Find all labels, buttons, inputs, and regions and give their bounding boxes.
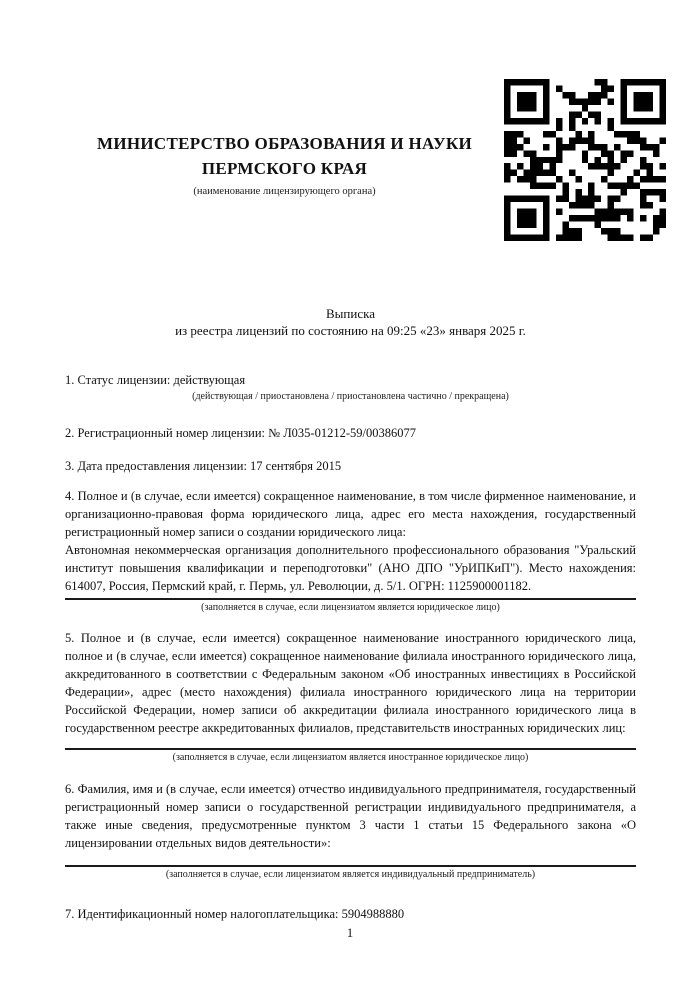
item6-question: 6. Фамилия, имя и (в случае, если имеется) отчество индивидуального предпринимателя, государственный регистрационный номер записи о государственной регистрации индивидуального предпринимателя, а также иные сведения, предусмотренные пунктом 3 части 1 статьи 15 Федерального закона «О лицензировании отдельных видов деятельности»: [65, 782, 636, 850]
item6-caption: (заполняется в случае, если лицензиатом является индивидуальный предприниматель) [165, 869, 536, 880]
document-subject [65, 305, 636, 339]
licensing-authority [65, 79, 504, 241]
item1-text: 1. Статус лицензии: действующая [65, 373, 246, 387]
item7-text: 7. Идентификационный номер налогоплательщика: 5904988880 [65, 907, 405, 921]
qr-code-svg [504, 79, 666, 241]
item2-text: 2. Регистрационный номер лицензии: № Л035-01212-59/00386077 [65, 426, 416, 440]
item5-caption: (заполняется в случае, если лицензиатом является иностранное юридическое лицо) [172, 752, 529, 763]
document-header [65, 79, 666, 241]
item3-text: 3. Дата предоставления лицензии: 17 сентября 2015 [65, 459, 342, 473]
item6-blank-answer [65, 852, 636, 862]
page-number: 1 [346, 926, 354, 940]
item4-answer: Автономная некоммерческая организация дополнительного профессионального образования "Уральский институт повышения квалификации и переподготовки" (АНО ДПО "УрИПКиП"). Место нахождения: 614007, Россия, Пермский край, г. Пермь, ул. Революции, д. 5/1. ОГРН: 1125900001182. [65, 543, 636, 593]
qr-code-icon [504, 79, 666, 241]
document-body [65, 305, 636, 923]
item-license-date [65, 457, 636, 475]
authority-caption: (наименование лицензирующего органа) [193, 186, 376, 197]
item5-blank-answer [65, 737, 636, 745]
fill-in-rule-legal-entity [65, 598, 636, 600]
fill-in-rule-foreign-entity [65, 748, 636, 750]
item-individual-entrepreneur [65, 780, 636, 881]
authority-name-line1: МИНИСТЕРСТВО ОБРАЗОВАНИЯ И НАУКИ [96, 134, 473, 153]
item-taxpayer-number [65, 905, 636, 923]
item1-caption: (действующая / приостановлена / приостановлена частично / прекращена) [192, 391, 509, 402]
item5-question: 5. Полное и (в случае, если имеется) сокращенное наименование иностранного юридического лица, полное и (в случае, если имеется) сокращенное наименование филиала иностранного юридического лица, аккредитованного в соответствии с Федеральным законом «Об иностранных инвестициях в Российской Федерации», адрес (место нахождения) филиала иностранного юридического лица на территории Российской Федерации, номер записи об аккредитации филиала иностранного юридического лица в государственном реестре аккредитованных филиалов, представительств иностранных юридических лиц: [65, 631, 636, 735]
item4-question: 4. Полное и (в случае, если имеется) сокращенное наименование, в том числе фирменное наименование, и организационно-правовая форма юридического лица, адрес его места нахождения, государственный регистрационный номер записи о создании юридического лица: [65, 489, 636, 539]
item4-caption: (заполняется в случае, если лицензиатом является юридическое лицо) [201, 602, 500, 613]
authority-name-line2: ПЕРМСКОГО КРАЯ [201, 159, 368, 178]
fill-in-rule-entrepreneur [65, 865, 636, 867]
item-registration-number [65, 424, 636, 442]
item-license-status [65, 371, 636, 403]
subject-title: Выписка [326, 306, 375, 321]
item-foreign-entity [65, 629, 636, 764]
subject-subtitle: из реестра лицензий по состоянию на 09:25 «23» января 2025 г. [175, 323, 526, 338]
item-legal-entity [65, 487, 636, 614]
